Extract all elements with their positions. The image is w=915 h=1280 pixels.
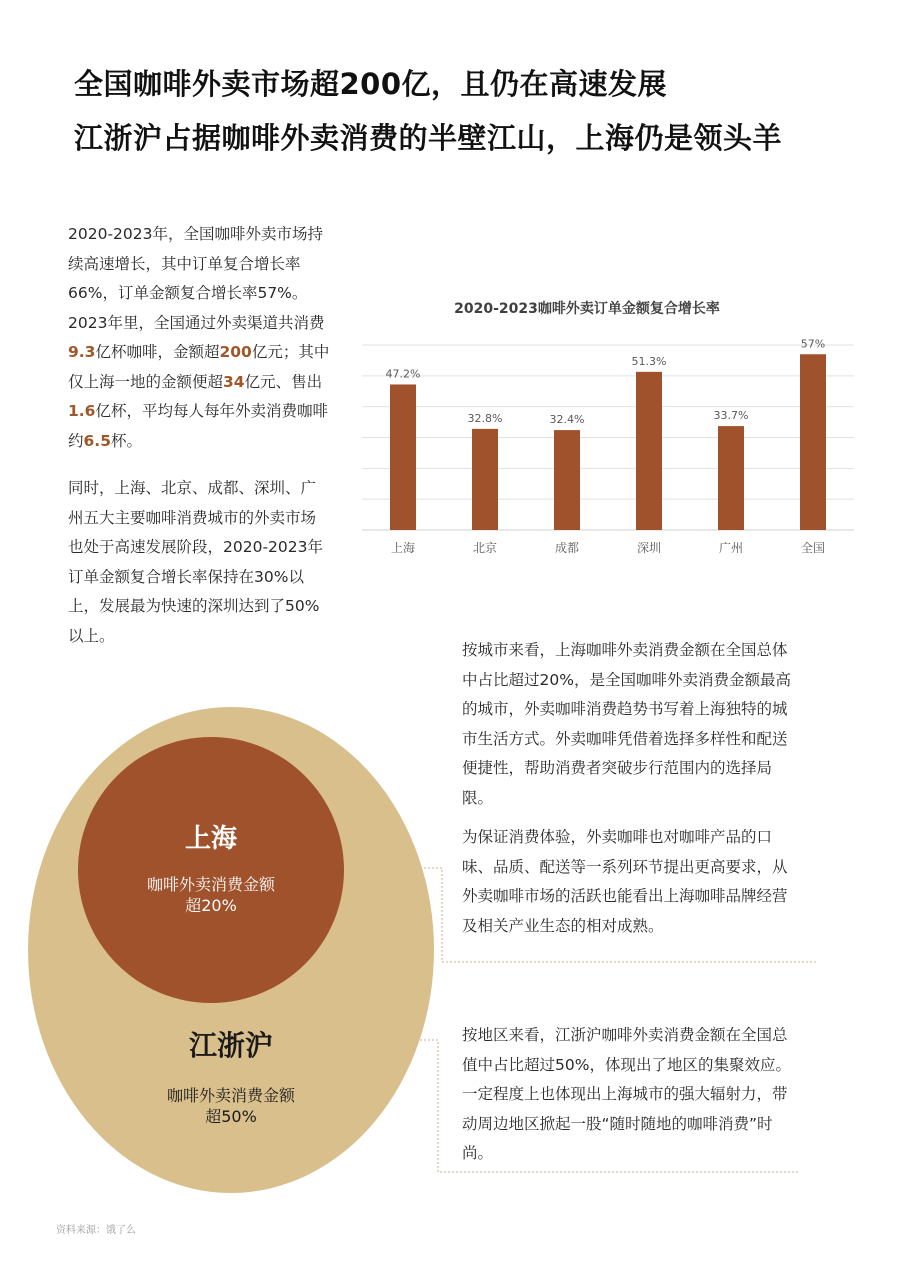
region-analysis-paragraph: 按地区来看，江浙沪咖啡外卖消费金额在全国总值中占比超过50%，体现出了地区的集聚效应。一定程度上也体现出上海城市的强大辐射力，带动周边地区掀起一股“随时随地的咖啡消费”时尚。 (462, 1026, 791, 1162)
highlight-amount: 200 (219, 343, 252, 361)
jiangzhehu-label: 江浙沪 (188, 1029, 273, 1062)
shanghai-share-circle (78, 737, 344, 1003)
headline-1: 全国咖啡外卖市场超200亿，且仍在高速发展 (74, 67, 668, 101)
chart-title: 2020-2023咖啡外卖订单金额复合增长率 (454, 301, 720, 317)
highlight-per-capita: 6.5 (83, 431, 111, 450)
x-tick-label: 广州 (718, 541, 744, 555)
city-analysis-paragraph-2: 为保证消费体验，外卖咖啡也对咖啡产品的口味、品质、配送等一系列环节提出更高要求，从外卖咖啡市场的活跃也能看出上海咖啡品牌经营及相关产业生态的相对成熟。 (462, 828, 788, 935)
city-analysis-text (462, 636, 802, 941)
bar-value-label: 32.8% (467, 411, 503, 425)
bar-value-label: 51.3% (631, 354, 667, 368)
bar-value-label: 33.7% (713, 409, 749, 423)
highlight-shanghai-cups: 1.6 (68, 402, 96, 420)
city-analysis-paragraph-1: 按城市来看，上海咖啡外卖消费金额在全国总体中占比超过20%，是全国咖啡外卖消费金额最高的城市，外卖咖啡消费趋势书写着上海独特的城市生活方式。外卖咖啡凭借着选择多样性和配送便捷性，帮助消费者突破步行范围内的选择局限。 (462, 641, 791, 807)
bar-value-label: 32.4% (549, 413, 585, 427)
x-tick-label: 上海 (390, 541, 416, 555)
x-tick-label: 成都 (554, 541, 580, 555)
jiangzhehu-share-desc: 咖啡外卖消费金额 超50% (166, 1086, 295, 1126)
x-tick-label: 深圳 (636, 541, 662, 555)
bar-value-label: 47.2% (385, 367, 421, 381)
x-tick-label: 全国 (800, 541, 826, 555)
bar-value-label: 57% (800, 337, 826, 351)
highlight-cups: 9.3 (68, 343, 96, 361)
region-analysis-text (462, 1021, 802, 1169)
city-growth-paragraph: 同时，上海、北京、成都、深圳、广州五大主要咖啡消费城市的外卖市场也处于高速发展阶段，2020-2023年订单金额复合增长率保持在30%以上，发展最为快速的深圳达到了50%以上。 (68, 479, 323, 645)
shanghai-share-desc: 咖啡外卖消费金额 超20% (146, 875, 275, 915)
highlight-shanghai-amount: 34 (223, 372, 245, 391)
headline-2: 江浙沪占据咖啡外卖消费的半壁江山，上海仍是领头羊 (74, 121, 783, 155)
market-growth-paragraph: 2020-2023年，全国咖啡外卖市场持续高速增长，其中订单复合增长率66%，订单金额复合增长率57%。2023年里，全国通过外卖渠道共消费9.3亿杯咖啡，金额超200亿元；其中仅上海一地的金额便超34亿元、售出1.6亿杯，平均每人每年外卖消费咖啡约6.5杯。 (68, 225, 330, 450)
x-tick-label: 北京 (472, 541, 498, 555)
shanghai-label: 上海 (184, 824, 237, 854)
data-source-note: 资料来源：饿了么 (56, 1225, 136, 1236)
